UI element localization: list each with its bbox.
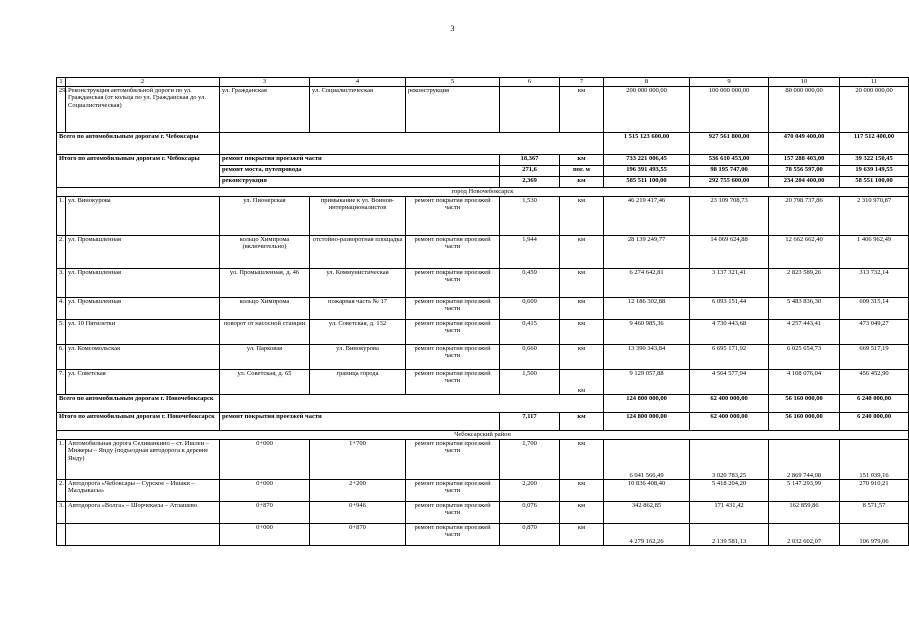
amount-v8: 12 186 302,88: [604, 298, 690, 320]
length: 2,200: [500, 480, 560, 502]
amount-v10: 4 108 076,04: [769, 370, 840, 395]
amount-v11: 106 979,06: [840, 524, 909, 546]
unit: км: [560, 320, 604, 345]
summary-v9: 292 755 600,00: [690, 177, 769, 188]
summary-label: Итого по автомобильным дорогам г. Чебоксары: [57, 155, 220, 188]
segment-from: 0+000: [220, 440, 310, 480]
amount-v10: 2 823 589,26: [769, 269, 840, 298]
column-number-header: 7: [560, 78, 604, 87]
length: 1,530: [500, 197, 560, 236]
amount-v11: 151 039,16: [840, 440, 909, 480]
total-v10: 56 160 000,00: [769, 395, 840, 413]
total-row: [57, 133, 909, 155]
amount-v8: 13 390 343,84: [604, 345, 690, 370]
segment-from: 0+000: [220, 524, 310, 546]
summary-length: 18,367: [500, 155, 560, 166]
total-v11: 6 240 000,00: [840, 395, 909, 413]
column-number-header: 6: [500, 78, 560, 87]
amount-v9: 3 020 783,25: [690, 440, 769, 480]
work-type: ремонт покрытия проезжей части: [406, 320, 500, 345]
amount-v9: 6 093 151,44: [690, 298, 769, 320]
row-number: 2.: [57, 236, 66, 269]
length: [500, 87, 560, 133]
road-name: ул. 10 Пятилетки: [66, 320, 220, 345]
summary-v10: 157 288 403,00: [769, 155, 840, 166]
column-number-header: 8: [604, 78, 690, 87]
table-row: [57, 298, 909, 320]
work-type: ремонт покрытия проезжей части: [406, 440, 500, 480]
amount-v8: 200 000 000,00: [604, 87, 690, 133]
summary-v9: 536 610 453,00: [690, 155, 769, 166]
total-label: Всего по автомобильным дорогам г. Новочебоксарск: [57, 395, 220, 413]
column-number-header: 9: [690, 78, 769, 87]
summary-v8: 733 221 006,45: [604, 155, 690, 166]
empty-cell: [220, 133, 604, 155]
summary-label: Итого по автомобильным дорогам г. Новочебоксарск: [57, 413, 220, 431]
table-row: [57, 370, 909, 395]
work-type: ремонт покрытия проезжей части: [406, 236, 500, 269]
amount-v11: 8 571,57: [840, 502, 909, 524]
road-name: Реконструкция автомобильной дороги по ул. Гражданская (от кольца по ул. Гражданская до ул. Социалистическая): [66, 87, 220, 133]
amount-v11: 609 315,14: [840, 298, 909, 320]
road-name: ул. Промышленная: [66, 236, 220, 269]
work-type: ремонт покрытия проезжей части: [406, 345, 500, 370]
summary-v10: 234 204 400,00: [769, 177, 840, 188]
amount-v11: 669 517,19: [840, 345, 909, 370]
summary-v8: 585 511 100,00: [604, 177, 690, 188]
road-name: Автомобильная дорога Селиванкино – ст. Ишлеи – Мижеры – Янду (подъездная автодорога к деревне Янду): [66, 440, 220, 480]
row-number: 1.: [57, 440, 66, 480]
amount-v11: 456 452,90: [840, 370, 909, 395]
summary-work-type: ремонт покрытия проезжей части: [220, 413, 500, 431]
column-number-header: 1: [57, 78, 66, 87]
segment-to: 0+870: [310, 524, 406, 546]
unit: км: [560, 269, 604, 298]
summary-v11: 39 322 150,45: [840, 155, 909, 166]
summary-row: [57, 413, 909, 431]
amount-v10: 80 000 000,00: [769, 87, 840, 133]
segment-to: 1+700: [310, 440, 406, 480]
table-row: [57, 197, 909, 236]
amount-v10: 20 798 737,86: [769, 197, 840, 236]
table-row: [57, 480, 909, 502]
summary-unit: км: [560, 413, 604, 431]
summary-v11: 19 639 149,55: [840, 166, 909, 177]
summary-v9: 98 195 747,00: [690, 166, 769, 177]
road-name: ул. Советская: [66, 370, 220, 395]
page-number: 3: [450, 24, 455, 33]
work-type: ремонт покрытия проезжей части: [406, 480, 500, 502]
segment-to: граница города: [310, 370, 406, 395]
amount-v9: 5 418 204,20: [690, 480, 769, 502]
row-number: [57, 524, 66, 546]
column-number-header: 4: [310, 78, 406, 87]
amount-v9: 4 564 577,94: [690, 370, 769, 395]
segment-from: поворот от насосной станции: [220, 320, 310, 345]
amount-v8: 9 460 985,36: [604, 320, 690, 345]
summary-v11: 6 240 000,00: [840, 413, 909, 431]
segment-to: пожарная часть № 17: [310, 298, 406, 320]
segment-from: ул. Советская, д. 65: [220, 370, 310, 395]
segment-from: ул. Гражданская: [220, 87, 310, 133]
length: 1,700: [500, 440, 560, 480]
table-row: [57, 440, 909, 480]
table-row: [57, 524, 909, 546]
segment-from: 0+000: [220, 480, 310, 502]
table-row: [57, 320, 909, 345]
segment-to: примыкание к ул. Воинов-интернационалистов: [310, 197, 406, 236]
unit: км: [560, 87, 604, 133]
row-number: 7.: [57, 370, 66, 395]
amount-v9: 4 730 443,68: [690, 320, 769, 345]
section-title: город Новочебоксарск: [57, 188, 909, 197]
segment-to: ул. Винокурова: [310, 345, 406, 370]
column-number-row: [57, 78, 909, 87]
segment-to: ул. Советская, д. 132: [310, 320, 406, 345]
summary-unit: пог. м: [560, 166, 604, 177]
amount-v10: 5 147 293,99: [769, 480, 840, 502]
road-name: ул. Комсомольская: [66, 345, 220, 370]
column-number-header: 2: [66, 78, 220, 87]
amount-v11: 20 000 000,00: [840, 87, 909, 133]
summary-v10: 56 160 000,00: [769, 413, 840, 431]
total-v8: 1 515 123 600,00: [604, 133, 690, 155]
total-v8: 124 800 000,00: [604, 395, 690, 413]
amount-v8: 6 041 566,49: [604, 440, 690, 480]
amount-v9: 23 109 708,73: [690, 197, 769, 236]
amount-v11: 473 049,27: [840, 320, 909, 345]
amount-v9: 14 069 624,88: [690, 236, 769, 269]
section-title: Чебоксарский район: [57, 431, 909, 440]
amount-v8: 46 219 417,46: [604, 197, 690, 236]
row-number: 2.: [57, 480, 66, 502]
row-number: 1.: [57, 197, 66, 236]
amount-v11: 270 910,21: [840, 480, 909, 502]
row-number: 29.: [57, 87, 66, 133]
summary-v10: 78 556 597,00: [769, 166, 840, 177]
amount-v10: 5 483 836,30: [769, 298, 840, 320]
segment-from: ул. Промышленная, д. 46: [220, 269, 310, 298]
summary-work-type: ремонт покрытия проезжей части: [220, 155, 500, 166]
road-name: Автодорога «Волга» – Шорчекасы – Атлашево: [66, 502, 220, 524]
summary-length: 7,117: [500, 413, 560, 431]
amount-v10: 162 859,86: [769, 502, 840, 524]
unit: км: [560, 236, 604, 269]
amount-v8: 28 139 249,77: [604, 236, 690, 269]
section-header-row: [57, 431, 909, 440]
amount-v11: 2 310 970,87: [840, 197, 909, 236]
road-name: ул. Промышленная: [66, 269, 220, 298]
work-type: ремонт покрытия проезжей части: [406, 197, 500, 236]
amount-v9: 171 431,42: [690, 502, 769, 524]
section-header-row: [57, 188, 909, 197]
total-v10: 470 049 400,00: [769, 133, 840, 155]
summary-row: [57, 155, 909, 166]
amount-v9: 100 000 000,00: [690, 87, 769, 133]
amount-v8: 10 836 408,40: [604, 480, 690, 502]
unit: км: [560, 345, 604, 370]
length: 1,944: [500, 236, 560, 269]
amount-v8: 4 279 162,26: [604, 524, 690, 546]
column-number-header: 11: [840, 78, 909, 87]
segment-from: 0+870: [220, 502, 310, 524]
table-row: [57, 345, 909, 370]
summary-v8: 196 391 493,55: [604, 166, 690, 177]
segment-to: 2+200: [310, 480, 406, 502]
road-name: ул. Винокурова: [66, 197, 220, 236]
amount-v8: 9 129 057,88: [604, 370, 690, 395]
summary-v8: 124 800 000,00: [604, 413, 690, 431]
segment-to: 0+946: [310, 502, 406, 524]
row-number: 6.: [57, 345, 66, 370]
segment-to: ул. Коммунистическая: [310, 269, 406, 298]
work-type: ремонт покрытия проезжей части: [406, 370, 500, 395]
segment-from: ул. Пионерская: [220, 197, 310, 236]
road-name: [66, 524, 220, 546]
summary-work-type: реконструкция: [220, 177, 500, 188]
amount-v9: 3 137 321,41: [690, 269, 769, 298]
work-type: ремонт покрытия проезжей части: [406, 298, 500, 320]
summary-work-type: ремонт моста, путепровода: [220, 166, 500, 177]
summary-length: 271,6: [500, 166, 560, 177]
segment-to: ул. Социалистическая: [310, 87, 406, 133]
segment-from: кольцо Химпрома (включительно): [220, 236, 310, 269]
amount-v11: 313 732,14: [840, 269, 909, 298]
unit: км: [560, 502, 604, 524]
length: 0,415: [500, 320, 560, 345]
length: 0,870: [500, 524, 560, 546]
row-number: 4.: [57, 298, 66, 320]
column-number-header: 3: [220, 78, 310, 87]
length: 0,076: [500, 502, 560, 524]
unit: км: [560, 298, 604, 320]
length: 0,660: [500, 345, 560, 370]
summary-v11: 58 551 100,00: [840, 177, 909, 188]
amount-v8: 6 274 642,81: [604, 269, 690, 298]
amount-v10: 4 257 443,41: [769, 320, 840, 345]
amount-v10: 12 662 662,40: [769, 236, 840, 269]
amount-v10: 6 025 654,73: [769, 345, 840, 370]
road-name: ул. Промышленная: [66, 298, 220, 320]
table-row: [57, 502, 909, 524]
amount-v10: 2 869 744,08: [769, 440, 840, 480]
road-name: Автодорога «Чебоксары – Сурское – Ишаки – Малдыкасы»: [66, 480, 220, 502]
total-v9: 927 561 800,00: [690, 133, 769, 155]
column-number-header: 10: [769, 78, 840, 87]
amount-v10: 2 032 602,07: [769, 524, 840, 546]
table-row: [57, 269, 909, 298]
summary-unit: км: [560, 177, 604, 188]
segment-from: ул. Парковая: [220, 345, 310, 370]
unit: км: [560, 440, 604, 480]
summary-length: 2,369: [500, 177, 560, 188]
empty-cell: [220, 395, 604, 413]
table-row: [57, 87, 909, 133]
length: 1,500: [500, 370, 560, 395]
work-type: ремонт покрытия проезжей части: [406, 502, 500, 524]
total-label: Всего по автомобильным дорогам г. Чебоксары: [57, 133, 220, 155]
work-type: ремонт покрытия проезжей части: [406, 269, 500, 298]
amount-v9: 6 695 171,92: [690, 345, 769, 370]
segment-from: кольцо Химпрома: [220, 298, 310, 320]
total-row: [57, 395, 909, 413]
row-number: 5.: [57, 320, 66, 345]
road-works-table: [56, 77, 909, 546]
amount-v8: 342 862,85: [604, 502, 690, 524]
segment-to: отстойно-разворотная площадка: [310, 236, 406, 269]
total-v9: 62 400 000,00: [690, 395, 769, 413]
total-v11: 117 512 400,00: [840, 133, 909, 155]
summary-unit: км: [560, 155, 604, 166]
unit: км: [560, 480, 604, 502]
work-type: ремонт покрытия проезжей части: [406, 524, 500, 546]
row-number: 3.: [57, 502, 66, 524]
unit: км: [560, 370, 604, 395]
column-number-header: 5: [406, 78, 500, 87]
amount-v9: 2 139 581,13: [690, 524, 769, 546]
row-number: 3.: [57, 269, 66, 298]
length: 0,459: [500, 269, 560, 298]
table-row: [57, 236, 909, 269]
unit: км: [560, 197, 604, 236]
work-type: реконструкция: [406, 87, 500, 133]
unit: км: [560, 524, 604, 546]
summary-v9: 62 400 000,00: [690, 413, 769, 431]
amount-v11: 1 406 962,49: [840, 236, 909, 269]
length: 0,609: [500, 298, 560, 320]
